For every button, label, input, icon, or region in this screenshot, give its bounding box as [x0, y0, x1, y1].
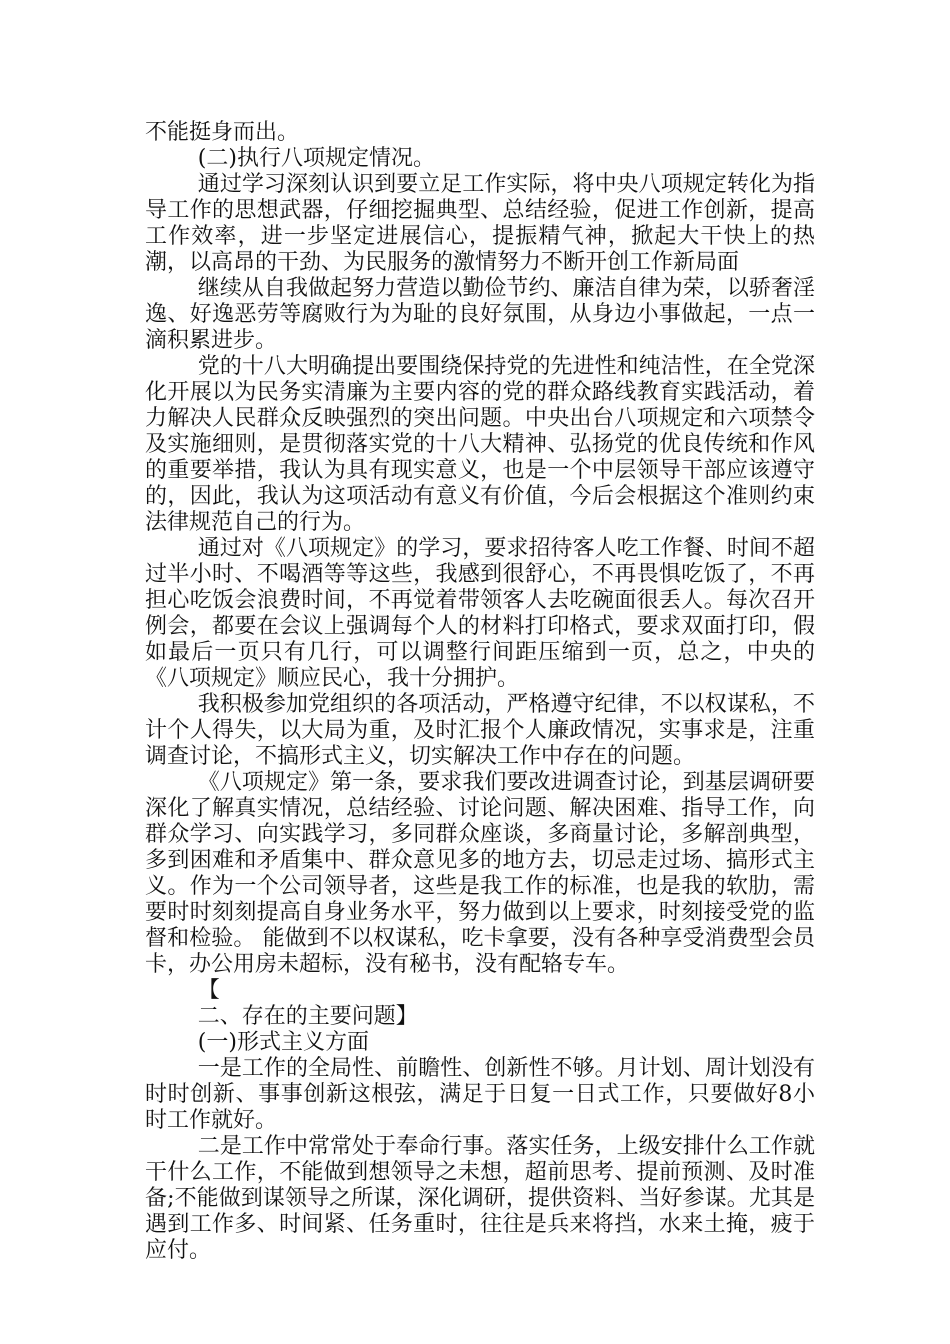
paragraph: 不能挺身而出。 — [145, 120, 300, 145]
section-heading: 二、存在的主要问题】 — [197, 1004, 418, 1029]
paragraph: 二是工作中常常处于奉命行事。落实任务，上级安排什么工作就干什么工作，不能做到想领导之未想，超前思考、提前预测、及时准备;不能做到谋领导之所谋，深化调研，提供资料、当好参谋。尤其是遇到工作多、时间紧、任务重时，往往是兵来将挡，水来土掩，疲于应付。 — [145, 1134, 815, 1263]
paragraph: 党的十八大明确提出要围绕保持党的先进性和纯洁性，在全党深化开展以为民务实清廉为主要内容的党的群众路线教育实践活动，着力解决人民群众反映强烈的突出问题。中央出台八项规定和六项禁令及实施细则，是贯彻落实党的十八大精神、弘扬党的优良传统和作风的重要举措，我认为具有现实意义，也是一个中层领导干部应该遵守的，因此，我认为这项活动有意义有价值，今后会根据这个准则约束法律规范自己的行为。 — [145, 354, 815, 535]
section-heading: (二)执行八项规定情况。 — [197, 146, 435, 171]
subsection-heading: (一)形式主义方面 — [197, 1030, 369, 1055]
paragraph: 我积极参加党组织的各项活动，严格遵守纪律，不以权谋私，不计个人得失，以大局为重，及时汇报个人廉政情况，实事求是，注重调查讨论，不搞形式主义，切实解决工作中存在的问题。 — [145, 692, 815, 769]
paragraph: 《八项规定》第一条，要求我们要改进调查讨论，到基层调研要深化了解真实情况，总结经验、讨论问题、解决困难、指导工作，向群众学习、向实践学习，多同群众座谈，多商量讨论，多解剖典型，多到困难和矛盾集中、群众意见多的地方去，切忌走过场、搞形式主义。作为一个公司领导者，这些是我工作的标准，也是我的软肋，需要时时刻刻提高自身业务水平，努力做到以上要求，时刻接受党的监督和检验。 能做到不以权谋私，吃卡拿要，没有各种享受消费型会员卡，办公用房未超标，没有秘书，没有配辂专车。 — [145, 770, 815, 977]
paragraph: 通过对《八项规定》的学习，要求招待客人吃工作餐、时间不超过半小时、不喝酒等等这些，我感到很舒心，不再畏惧吃饭了，不再担心吃饭会浪费时间，不再觉着带领客人去吃碗面很丢人。每次召开例会，都要在会议上强调每个人的材料打印格式，要求双面打印，假如最后一页只有几行，可以调整行间距压缩到一页，总之，中央的《八项规定》顺应民心，我十分拥护。 — [145, 536, 815, 691]
paragraph: 一是工作的全局性、前瞻性、创新性不够。月计划、周计划没有时时创新、事事创新这根弦，满足于日复一日式工作，只要做好8小时工作就好。 — [145, 1056, 815, 1133]
paragraph: 继续从自我做起努力营造以勤俭节约、廉洁自律为荣，以骄奢淫逸、好逸恶劳等腐败行为为耻的良好氛围，从身边小事做起，一点一滴积累进步。 — [145, 276, 815, 353]
paragraph: 通过学习深刻认识到要立足工作实际，将中央八项规定转化为指导工作的思想武器，仔细挖掘典型、总结经验，促进工作创新，提高工作效率，进一步坚定进展信心，提振精气神，掀起大干快上的热潮，以高昂的干劲、为民服务的激情努力不断开创工作新局面 — [145, 172, 815, 275]
document-body — [145, 120, 815, 1264]
bracket-line: 【 — [197, 978, 220, 1003]
